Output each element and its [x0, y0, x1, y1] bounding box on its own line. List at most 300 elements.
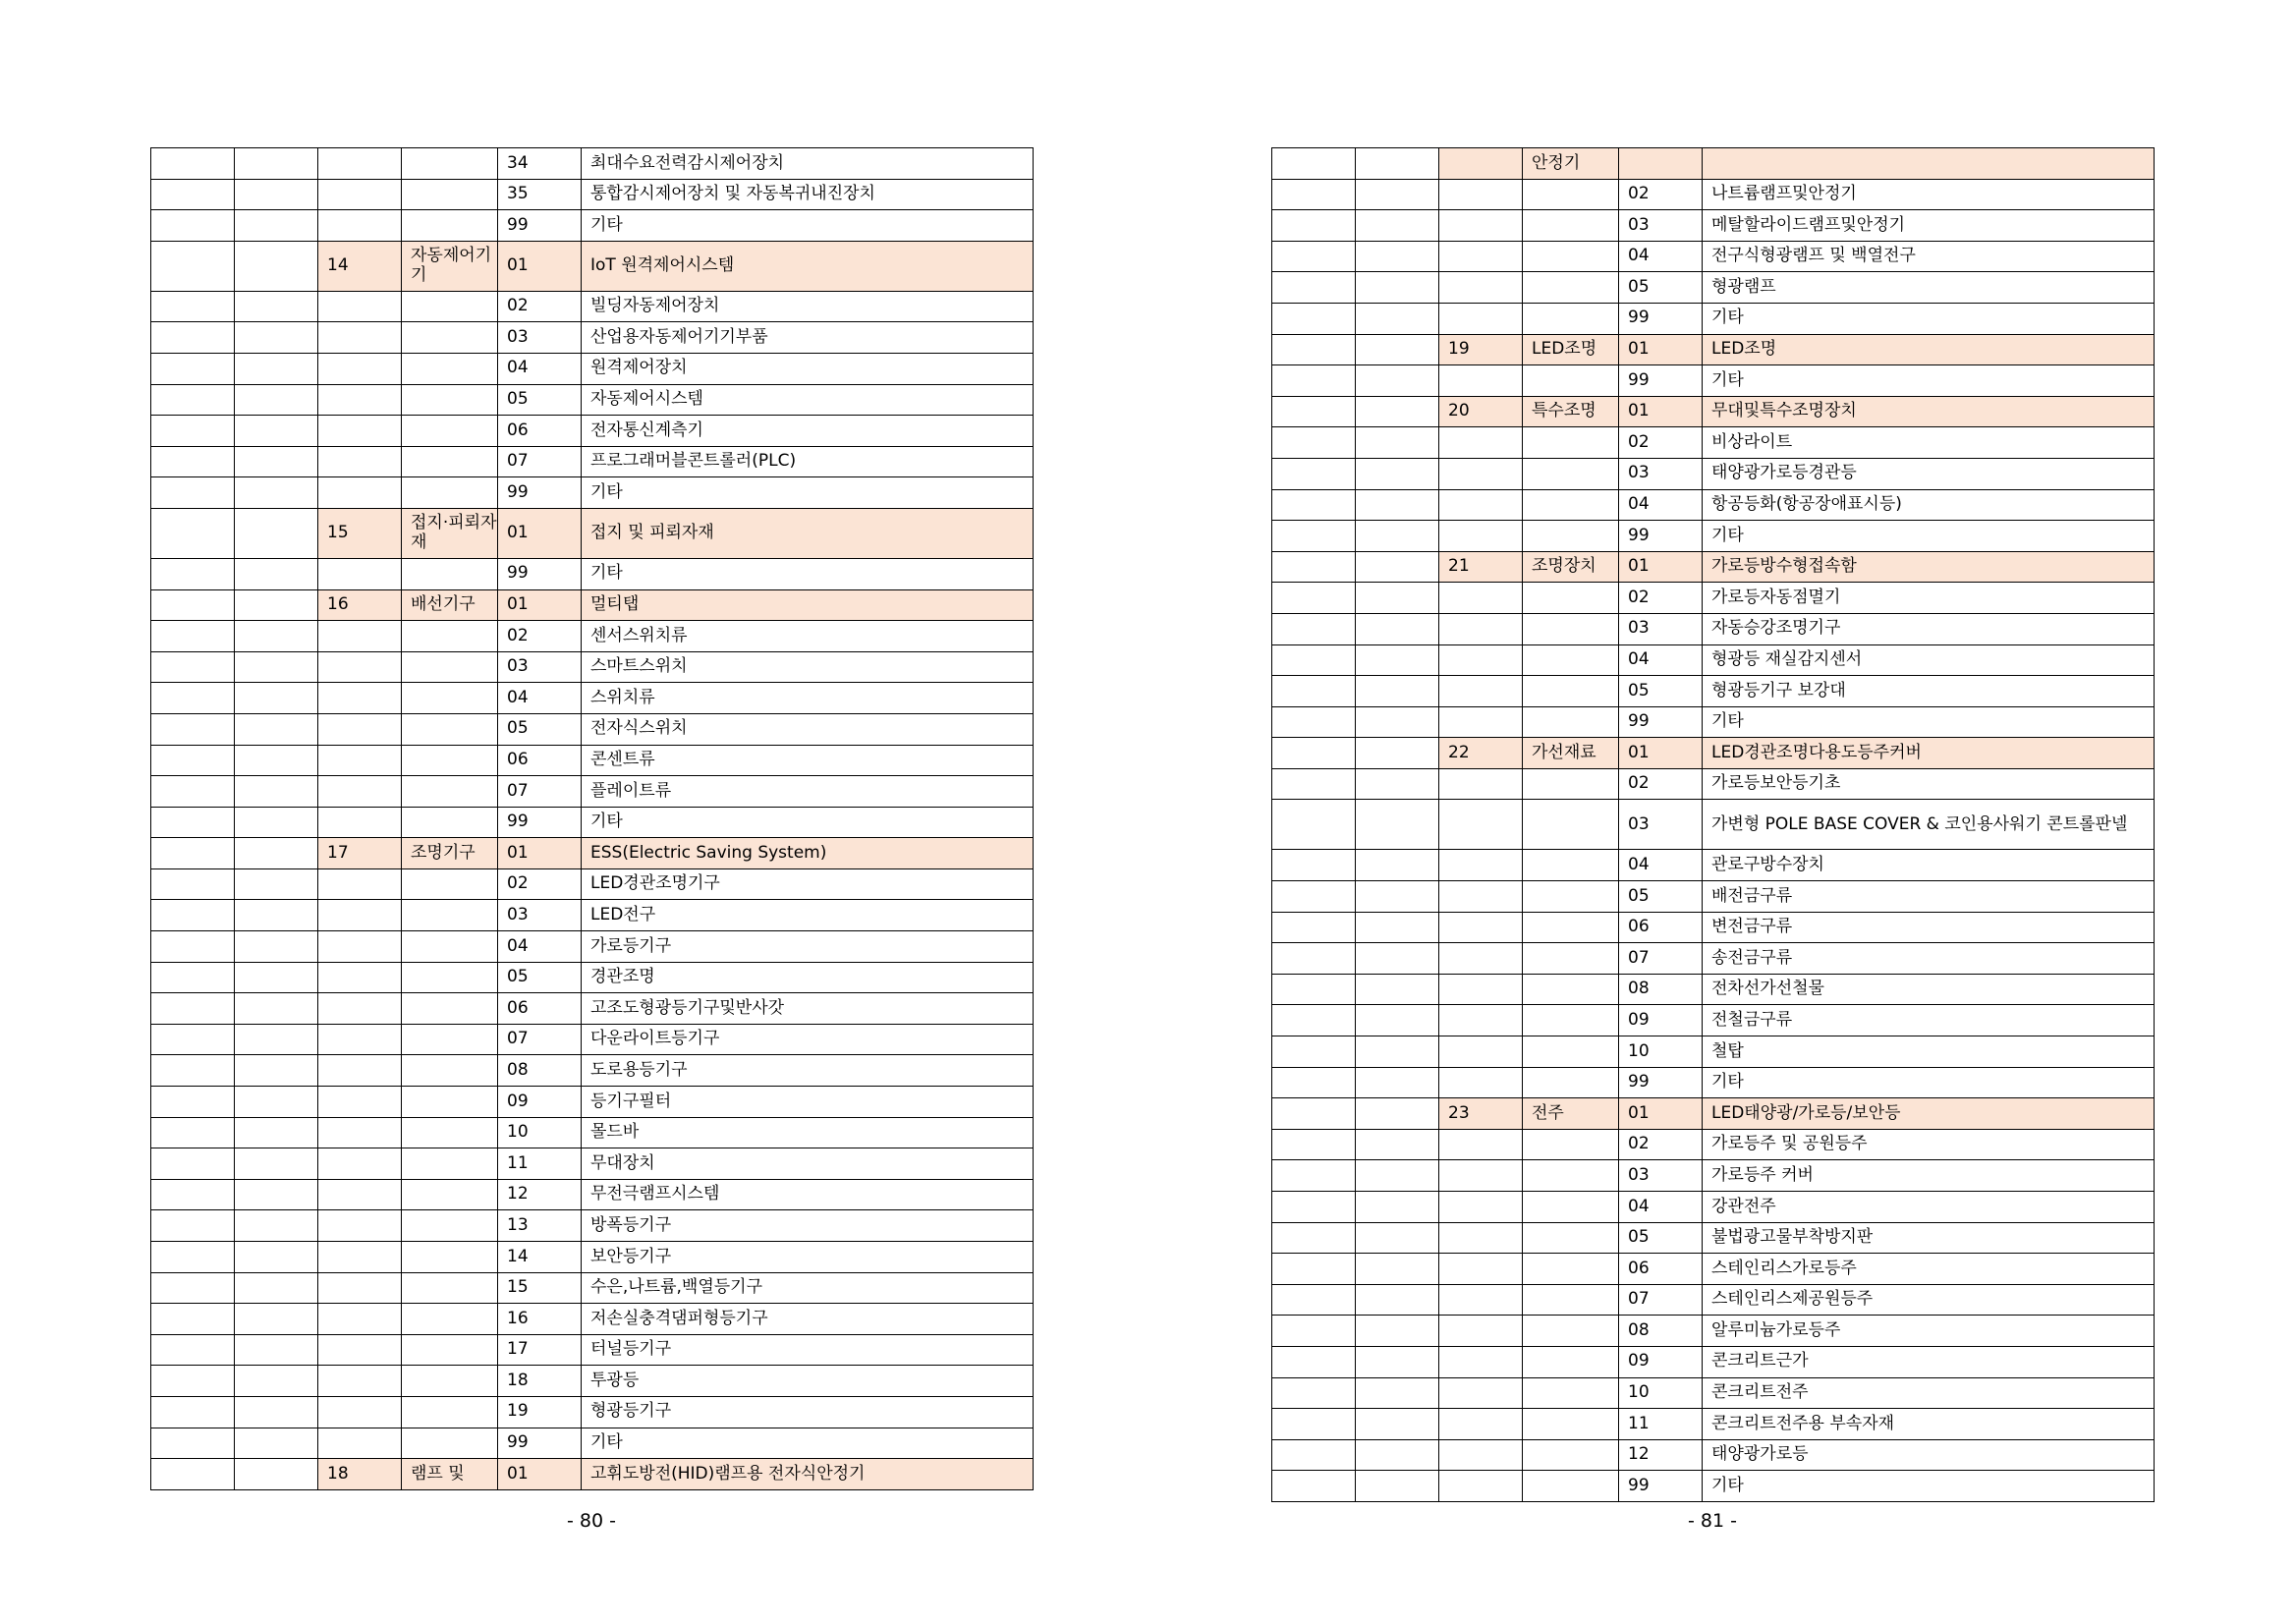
code-cell: 04: [498, 683, 582, 714]
item-name-cell: 터널등기구: [582, 1334, 1034, 1366]
blank-cell: [1356, 676, 1439, 707]
blank-cell: [151, 179, 235, 210]
table-row: [1272, 1316, 2155, 1347]
group-number-cell: 21: [1439, 551, 1523, 583]
code-cell: 04: [1619, 241, 1703, 272]
table-row: [1272, 334, 2155, 365]
item-name-cell: 가로등방수형접속함: [1703, 551, 2155, 583]
blank-cell: [1272, 551, 1356, 583]
blank-cell: [1272, 521, 1356, 552]
category-cell: [402, 1428, 498, 1459]
item-name-cell: 나트륨램프및안정기: [1703, 179, 2155, 210]
group-number-cell: [318, 1117, 402, 1148]
group-number-cell: [1439, 241, 1523, 272]
classification-table-left: [150, 147, 1034, 1490]
code-cell: 03: [1619, 1160, 1703, 1192]
code-cell: 99: [498, 558, 582, 589]
code-cell: 19: [498, 1396, 582, 1428]
blank-cell: [151, 1396, 235, 1428]
group-number-cell: [318, 776, 402, 808]
table-row: [151, 868, 1034, 900]
table-row: [151, 1210, 1034, 1242]
table-row: [1272, 1346, 2155, 1377]
code-cell: 02: [1619, 583, 1703, 614]
item-name-cell: 빌딩자동제어장치: [582, 291, 1034, 322]
category-cell: [1523, 1222, 1619, 1254]
category-cell: [1523, 1377, 1619, 1409]
blank-cell: [1272, 800, 1356, 850]
table-row: [1272, 1067, 2155, 1098]
group-number-cell: [1439, 912, 1523, 943]
item-name-cell: 프로그래머블콘트롤러(PLC): [582, 446, 1034, 477]
blank-cell: [1272, 850, 1356, 881]
group-number-cell: [1439, 179, 1523, 210]
group-number-cell: [1439, 427, 1523, 459]
item-name-cell: 도로용등기구: [582, 1055, 1034, 1087]
code-cell: 05: [498, 962, 582, 993]
table-row: [151, 508, 1034, 558]
blank-cell: [151, 1242, 235, 1273]
item-name-cell: 불법광고물부착방지판: [1703, 1222, 2155, 1254]
code-cell: 06: [1619, 912, 1703, 943]
category-cell: [402, 713, 498, 745]
table-row: [1272, 1129, 2155, 1160]
group-number-cell: [318, 210, 402, 242]
code-cell: 17: [498, 1334, 582, 1366]
table-row: [151, 1148, 1034, 1180]
code-cell: 04: [1619, 1192, 1703, 1223]
group-number-cell: [318, 446, 402, 477]
item-name-cell: 센서스위치류: [582, 621, 1034, 652]
table-row: [1272, 1222, 2155, 1254]
blank-cell: [151, 807, 235, 838]
code-cell: 04: [498, 353, 582, 384]
item-name-cell: LED경관조명기구: [582, 868, 1034, 900]
right-page: [1271, 147, 2155, 1502]
category-cell: [1523, 1192, 1619, 1223]
category-cell: 가선재료: [1523, 738, 1619, 769]
blank-cell: [1356, 613, 1439, 644]
code-cell: 05: [1619, 881, 1703, 913]
item-name-cell: 철탑: [1703, 1036, 2155, 1068]
group-number-cell: [318, 1148, 402, 1180]
group-number-cell: [1439, 1036, 1523, 1068]
blank-cell: [1356, 458, 1439, 489]
code-cell: 01: [498, 508, 582, 558]
item-name-cell: 투광등: [582, 1366, 1034, 1397]
code-cell: 13: [498, 1210, 582, 1242]
group-number-cell: [318, 1396, 402, 1428]
category-cell: 접지·피뢰자재: [402, 508, 498, 558]
blank-cell: [1272, 676, 1356, 707]
blank-cell: [1272, 1192, 1356, 1223]
blank-cell: [235, 416, 318, 447]
table-row: [151, 1024, 1034, 1055]
group-number-cell: [1439, 800, 1523, 850]
item-name-cell: 콘크리트근가: [1703, 1346, 2155, 1377]
group-number-cell: 23: [1439, 1098, 1523, 1130]
item-name-cell: 전자식스위치: [582, 713, 1034, 745]
category-cell: [1523, 881, 1619, 913]
blank-cell: [1272, 396, 1356, 427]
page-number-left: - 80 -: [567, 1510, 616, 1532]
blank-cell: [151, 713, 235, 745]
code-cell: 03: [1619, 613, 1703, 644]
table-row: [151, 1087, 1034, 1118]
blank-cell: [1272, 644, 1356, 676]
group-number-cell: [318, 713, 402, 745]
code-cell: 01: [1619, 551, 1703, 583]
item-name-cell: 기타: [582, 807, 1034, 838]
table-row: [151, 683, 1034, 714]
table-row: [151, 1179, 1034, 1210]
category-cell: [1523, 676, 1619, 707]
category-cell: [402, 148, 498, 180]
code-cell: 06: [498, 745, 582, 776]
item-name-cell: 통합감시제어장치 및 자동복귀내진장치: [582, 179, 1034, 210]
blank-cell: [151, 1055, 235, 1087]
blank-cell: [1272, 583, 1356, 614]
group-number-cell: [318, 1087, 402, 1118]
item-name-cell: 가로등기구: [582, 931, 1034, 963]
item-name-cell: 가로등주 및 공원등주: [1703, 1129, 2155, 1160]
blank-cell: [1272, 241, 1356, 272]
blank-cell: [151, 477, 235, 509]
item-name-cell: 원격제어장치: [582, 353, 1034, 384]
item-name-cell: 스테인리스가로등주: [1703, 1254, 2155, 1285]
blank-cell: [1272, 303, 1356, 334]
blank-cell: [1356, 1160, 1439, 1192]
blank-cell: [151, 353, 235, 384]
blank-cell: [1272, 1254, 1356, 1285]
table-row: [1272, 943, 2155, 975]
category-cell: [402, 1148, 498, 1180]
blank-cell: [235, 1366, 318, 1397]
code-cell: [1619, 148, 1703, 180]
blank-cell: [151, 416, 235, 447]
category-cell: [402, 900, 498, 931]
category-cell: [402, 962, 498, 993]
code-cell: 05: [1619, 272, 1703, 304]
blank-cell: [235, 558, 318, 589]
item-name-cell: 콘크리트전주용 부속자재: [1703, 1409, 2155, 1440]
table-row: [1272, 768, 2155, 800]
code-cell: 05: [1619, 1222, 1703, 1254]
item-name-cell: 수은,나트륨,백열등기구: [582, 1272, 1034, 1304]
category-cell: 배선기구: [402, 589, 498, 621]
code-cell: 14: [498, 1242, 582, 1273]
code-cell: 99: [498, 477, 582, 509]
category-cell: LED조명: [1523, 334, 1619, 365]
table-row: [1272, 365, 2155, 397]
category-cell: 조명기구: [402, 838, 498, 869]
code-cell: 01: [1619, 738, 1703, 769]
table-row: [1272, 396, 2155, 427]
code-cell: 09: [498, 1087, 582, 1118]
category-cell: [1523, 1471, 1619, 1502]
table-row: [1272, 427, 2155, 459]
code-cell: 05: [1619, 676, 1703, 707]
group-number-cell: [1439, 489, 1523, 521]
group-number-cell: [318, 416, 402, 447]
code-cell: 08: [1619, 974, 1703, 1005]
category-cell: [1523, 1005, 1619, 1036]
category-cell: [1523, 1036, 1619, 1068]
table-row: [1272, 850, 2155, 881]
category-cell: [402, 931, 498, 963]
group-number-cell: [318, 621, 402, 652]
item-name-cell: 저손실충격댐퍼형등기구: [582, 1304, 1034, 1335]
blank-cell: [151, 651, 235, 683]
group-number-cell: [1439, 881, 1523, 913]
blank-cell: [1356, 912, 1439, 943]
code-cell: 99: [1619, 365, 1703, 397]
blank-cell: [1356, 1377, 1439, 1409]
table-row: [1272, 458, 2155, 489]
category-cell: [402, 745, 498, 776]
group-number-cell: [318, 1366, 402, 1397]
category-cell: [402, 210, 498, 242]
blank-cell: [1272, 1036, 1356, 1068]
blank-cell: [235, 962, 318, 993]
blank-cell: [235, 1334, 318, 1366]
blank-cell: [151, 322, 235, 354]
blank-cell: [151, 1428, 235, 1459]
blank-cell: [235, 651, 318, 683]
page-number-right: - 81 -: [1688, 1510, 1737, 1532]
code-cell: 01: [1619, 396, 1703, 427]
group-number-cell: [1439, 613, 1523, 644]
table-row: [151, 558, 1034, 589]
code-cell: 04: [1619, 489, 1703, 521]
blank-cell: [235, 1304, 318, 1335]
item-name-cell: 방폭등기구: [582, 1210, 1034, 1242]
blank-cell: [151, 1334, 235, 1366]
item-name-cell: 가로등자동점멸기: [1703, 583, 2155, 614]
code-cell: 34: [498, 148, 582, 180]
blank-cell: [1356, 1222, 1439, 1254]
blank-cell: [1356, 210, 1439, 242]
blank-cell: [151, 589, 235, 621]
item-name-cell: ESS(Electric Saving System): [582, 838, 1034, 869]
code-cell: 01: [1619, 1098, 1703, 1130]
table-row: [151, 900, 1034, 931]
table-row: [151, 446, 1034, 477]
category-cell: [402, 558, 498, 589]
code-cell: 02: [1619, 768, 1703, 800]
blank-cell: [235, 477, 318, 509]
blank-cell: [1356, 943, 1439, 975]
table-row: [151, 589, 1034, 621]
blank-cell: [1356, 334, 1439, 365]
group-number-cell: [318, 558, 402, 589]
item-name-cell: 형광등 재실감지센서: [1703, 644, 2155, 676]
blank-cell: [235, 353, 318, 384]
item-name-cell: IoT 원격제어시스템: [582, 241, 1034, 291]
group-number-cell: [318, 1179, 402, 1210]
blank-cell: [1356, 1254, 1439, 1285]
blank-cell: [1272, 148, 1356, 180]
code-cell: 09: [1619, 1346, 1703, 1377]
item-name-cell: 기타: [1703, 303, 2155, 334]
table-row: [1272, 148, 2155, 180]
group-number-cell: [318, 683, 402, 714]
item-name-cell: 형광등기구: [582, 1396, 1034, 1428]
blank-cell: [235, 993, 318, 1025]
category-cell: [1523, 1439, 1619, 1471]
blank-cell: [151, 931, 235, 963]
blank-cell: [235, 384, 318, 416]
blank-cell: [1356, 1316, 1439, 1347]
blank-cell: [235, 807, 318, 838]
blank-cell: [151, 241, 235, 291]
group-number-cell: [318, 1272, 402, 1304]
group-number-cell: [1439, 1284, 1523, 1316]
table-row: [151, 838, 1034, 869]
item-name-cell: 전자통신계측기: [582, 416, 1034, 447]
code-cell: 12: [1619, 1439, 1703, 1471]
group-number-cell: [318, 1024, 402, 1055]
item-name-cell: 기타: [1703, 521, 2155, 552]
blank-cell: [1272, 974, 1356, 1005]
item-name-cell: 형광등기구 보강대: [1703, 676, 2155, 707]
category-cell: [1523, 644, 1619, 676]
category-cell: [402, 416, 498, 447]
table-row: [1272, 738, 2155, 769]
category-cell: [402, 384, 498, 416]
table-row: [151, 621, 1034, 652]
category-cell: [1523, 489, 1619, 521]
category-cell: [1523, 241, 1619, 272]
table-row: [1272, 1471, 2155, 1502]
category-cell: [1523, 613, 1619, 644]
blank-cell: [1356, 427, 1439, 459]
category-cell: [1523, 974, 1619, 1005]
group-number-cell: 22: [1439, 738, 1523, 769]
blank-cell: [1356, 850, 1439, 881]
item-name-cell: 알루미늄가로등주: [1703, 1316, 2155, 1347]
blank-cell: [1356, 1129, 1439, 1160]
category-cell: 특수조명: [1523, 396, 1619, 427]
table-row: [1272, 912, 2155, 943]
item-name-cell: 관로구방수장치: [1703, 850, 2155, 881]
code-cell: 05: [498, 713, 582, 745]
blank-cell: [151, 993, 235, 1025]
blank-cell: [235, 210, 318, 242]
blank-cell: [235, 1117, 318, 1148]
category-cell: [402, 1210, 498, 1242]
blank-cell: [235, 322, 318, 354]
blank-cell: [1356, 241, 1439, 272]
category-cell: [402, 1334, 498, 1366]
code-cell: 02: [1619, 427, 1703, 459]
group-number-cell: [1439, 676, 1523, 707]
item-name-cell: 전구식형광램프 및 백열전구: [1703, 241, 2155, 272]
blank-cell: [1356, 551, 1439, 583]
group-number-cell: [318, 322, 402, 354]
code-cell: 05: [498, 384, 582, 416]
code-cell: 11: [1619, 1409, 1703, 1440]
category-cell: [1523, 1409, 1619, 1440]
blank-cell: [1272, 1377, 1356, 1409]
table-row: [1272, 1098, 2155, 1130]
group-number-cell: [318, 962, 402, 993]
group-number-cell: [1439, 1222, 1523, 1254]
table-row: [1272, 521, 2155, 552]
category-cell: [402, 621, 498, 652]
item-name-cell: 멀티탭: [582, 589, 1034, 621]
table-row: [151, 353, 1034, 384]
code-cell: 06: [498, 416, 582, 447]
group-number-cell: [1439, 1192, 1523, 1223]
item-name-cell: 기타: [582, 477, 1034, 509]
table-row: [1272, 210, 2155, 242]
category-cell: [1523, 850, 1619, 881]
blank-cell: [1272, 458, 1356, 489]
group-number-cell: 17: [318, 838, 402, 869]
group-number-cell: [1439, 1439, 1523, 1471]
item-name-cell: 전차선가선철물: [1703, 974, 2155, 1005]
group-number-cell: 19: [1439, 334, 1523, 365]
code-cell: 11: [498, 1148, 582, 1180]
code-cell: 99: [498, 1428, 582, 1459]
blank-cell: [235, 1087, 318, 1118]
blank-cell: [235, 1024, 318, 1055]
category-cell: [1523, 210, 1619, 242]
group-number-cell: [1439, 1160, 1523, 1192]
group-number-cell: [1439, 850, 1523, 881]
code-cell: 01: [498, 589, 582, 621]
code-cell: 01: [498, 1459, 582, 1490]
blank-cell: [235, 1055, 318, 1087]
blank-cell: [151, 776, 235, 808]
item-name-cell: LED전구: [582, 900, 1034, 931]
item-name-cell: 전철금구류: [1703, 1005, 2155, 1036]
category-cell: [1523, 179, 1619, 210]
blank-cell: [1272, 613, 1356, 644]
group-number-cell: [1439, 1377, 1523, 1409]
code-cell: 03: [498, 651, 582, 683]
table-row: [1272, 179, 2155, 210]
table-row: [151, 148, 1034, 180]
blank-cell: [1272, 1284, 1356, 1316]
blank-cell: [151, 1024, 235, 1055]
blank-cell: [151, 1117, 235, 1148]
blank-cell: [1356, 706, 1439, 738]
item-name-cell: 고조도형광등기구및반사갓: [582, 993, 1034, 1025]
code-cell: 07: [1619, 1284, 1703, 1316]
blank-cell: [1356, 148, 1439, 180]
blank-cell: [235, 508, 318, 558]
blank-cell: [235, 1148, 318, 1180]
group-number-cell: [318, 1334, 402, 1366]
group-number-cell: [1439, 1346, 1523, 1377]
item-name-cell: 기타: [1703, 1067, 2155, 1098]
code-cell: 99: [1619, 1067, 1703, 1098]
item-name-cell: 변전금구류: [1703, 912, 2155, 943]
group-number-cell: [318, 1242, 402, 1273]
table-row: [151, 962, 1034, 993]
table-row: [151, 1272, 1034, 1304]
code-cell: 99: [498, 210, 582, 242]
group-number-cell: [318, 868, 402, 900]
group-number-cell: [318, 291, 402, 322]
blank-cell: [1356, 521, 1439, 552]
item-name-cell: 스마트스위치: [582, 651, 1034, 683]
blank-cell: [151, 1366, 235, 1397]
group-number-cell: [318, 148, 402, 180]
code-cell: 07: [498, 1024, 582, 1055]
